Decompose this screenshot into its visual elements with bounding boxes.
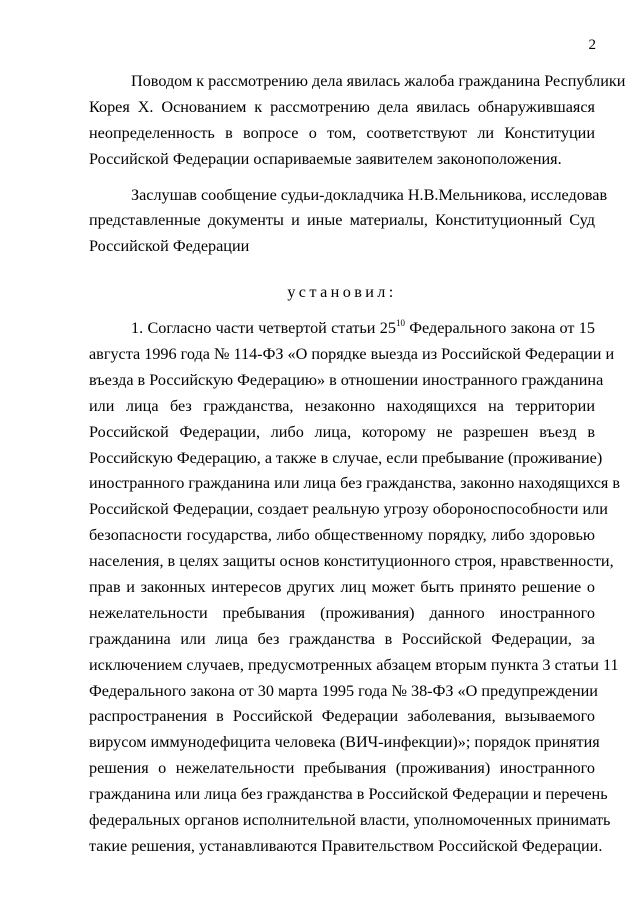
- text-line: августа 1996 года № 114-ФЗ «О порядке выезда из Российской Федерации и: [89, 345, 615, 364]
- document-body: [89, 69, 626, 860]
- text-line: решения о нежелательности пребывания (проживания) иностранного: [89, 759, 595, 778]
- text-line: распространения в Российской Федерации заболевания, вызываемого: [89, 707, 595, 726]
- text-line: Российской Федерации, создает реальную угрозу обороноспособности или: [89, 500, 608, 519]
- paragraph-complaint: [89, 69, 626, 173]
- text-line: Федерального закона от 30 марта 1995 года № 38-ФЗ «О предупреждении: [89, 681, 598, 700]
- text-line: Российской Федерации, либо лица, которому не разрешен въезд в: [89, 422, 595, 441]
- paragraph-gap: [89, 173, 595, 183]
- text-line: иностранного гражданина или лица без гражданства, законно находящихся в: [89, 474, 621, 493]
- text-line: исключением случаев, предусмотренных абзацем вторым пункта 3 статьи 11: [89, 655, 619, 674]
- text-line-first: [89, 316, 595, 342]
- text-line: гражданина или лица без гражданства в Российской Федерации, за: [89, 629, 595, 648]
- text-line: Российскую Федерацию, а также в случае, если пребывание (проживание): [89, 448, 603, 467]
- ruling-heading: установил:: [287, 283, 397, 302]
- text-line: нежелательности пребывания (проживания) данного иностранного: [89, 603, 595, 622]
- page-number: 2: [588, 37, 596, 53]
- superscript: 10: [395, 318, 405, 329]
- paragraph-section-1: [89, 316, 621, 860]
- text-line: федеральных органов исполнительной власти, уполномоченных принимать: [89, 811, 611, 830]
- text-fragment: 1. Согласно части четвертой статьи 25: [131, 319, 396, 338]
- text-line: въезда в Российскую Федерацию» в отношении иностранного гражданина: [89, 370, 604, 389]
- text-line: Российской Федерации: [89, 237, 250, 256]
- text-line: населения, в целях защиты основ конституционного строя, нравственности,: [89, 552, 614, 571]
- text-line: представленные документы и иные материалы, Конституционный Суд: [89, 211, 595, 230]
- text-line: Заслушав сообщение судьи-докладчика Н.В.Мельникова, исследовав: [131, 185, 608, 204]
- text-line: Поводом к рассмотрению дела явилась жалоба гражданина Республики: [131, 72, 626, 90]
- text-line: вирусом иммунодефицита человека (ВИЧ-инфекции)»; порядок принятия: [89, 733, 600, 752]
- text-line: или лица без гражданства, незаконно находящихся на территории: [89, 396, 595, 415]
- text-line: неопределенность в вопросе о том, соответствуют ли Конституции: [89, 123, 595, 142]
- text-line: прав и законных интересов других лиц может быть принято решение о: [89, 578, 595, 597]
- text-line: гражданина или лица без гражданства в Российской Федерации и перечень: [89, 785, 608, 804]
- text-line: Корея Х. Основанием к рассмотрению дела явилась обнаружившаяся: [89, 97, 595, 116]
- text-line: Российской Федерации оспариваемые заявителем законоположения.: [89, 149, 562, 168]
- text-fragment: Федерального закона от 15: [404, 319, 595, 338]
- text-line: безопасности государства, либо общественному порядку, либо здоровью: [89, 526, 595, 545]
- paragraph-hearing: [89, 183, 608, 261]
- text-line: такие решения, устанавливаются Правительством Российской Федерации.: [89, 836, 603, 855]
